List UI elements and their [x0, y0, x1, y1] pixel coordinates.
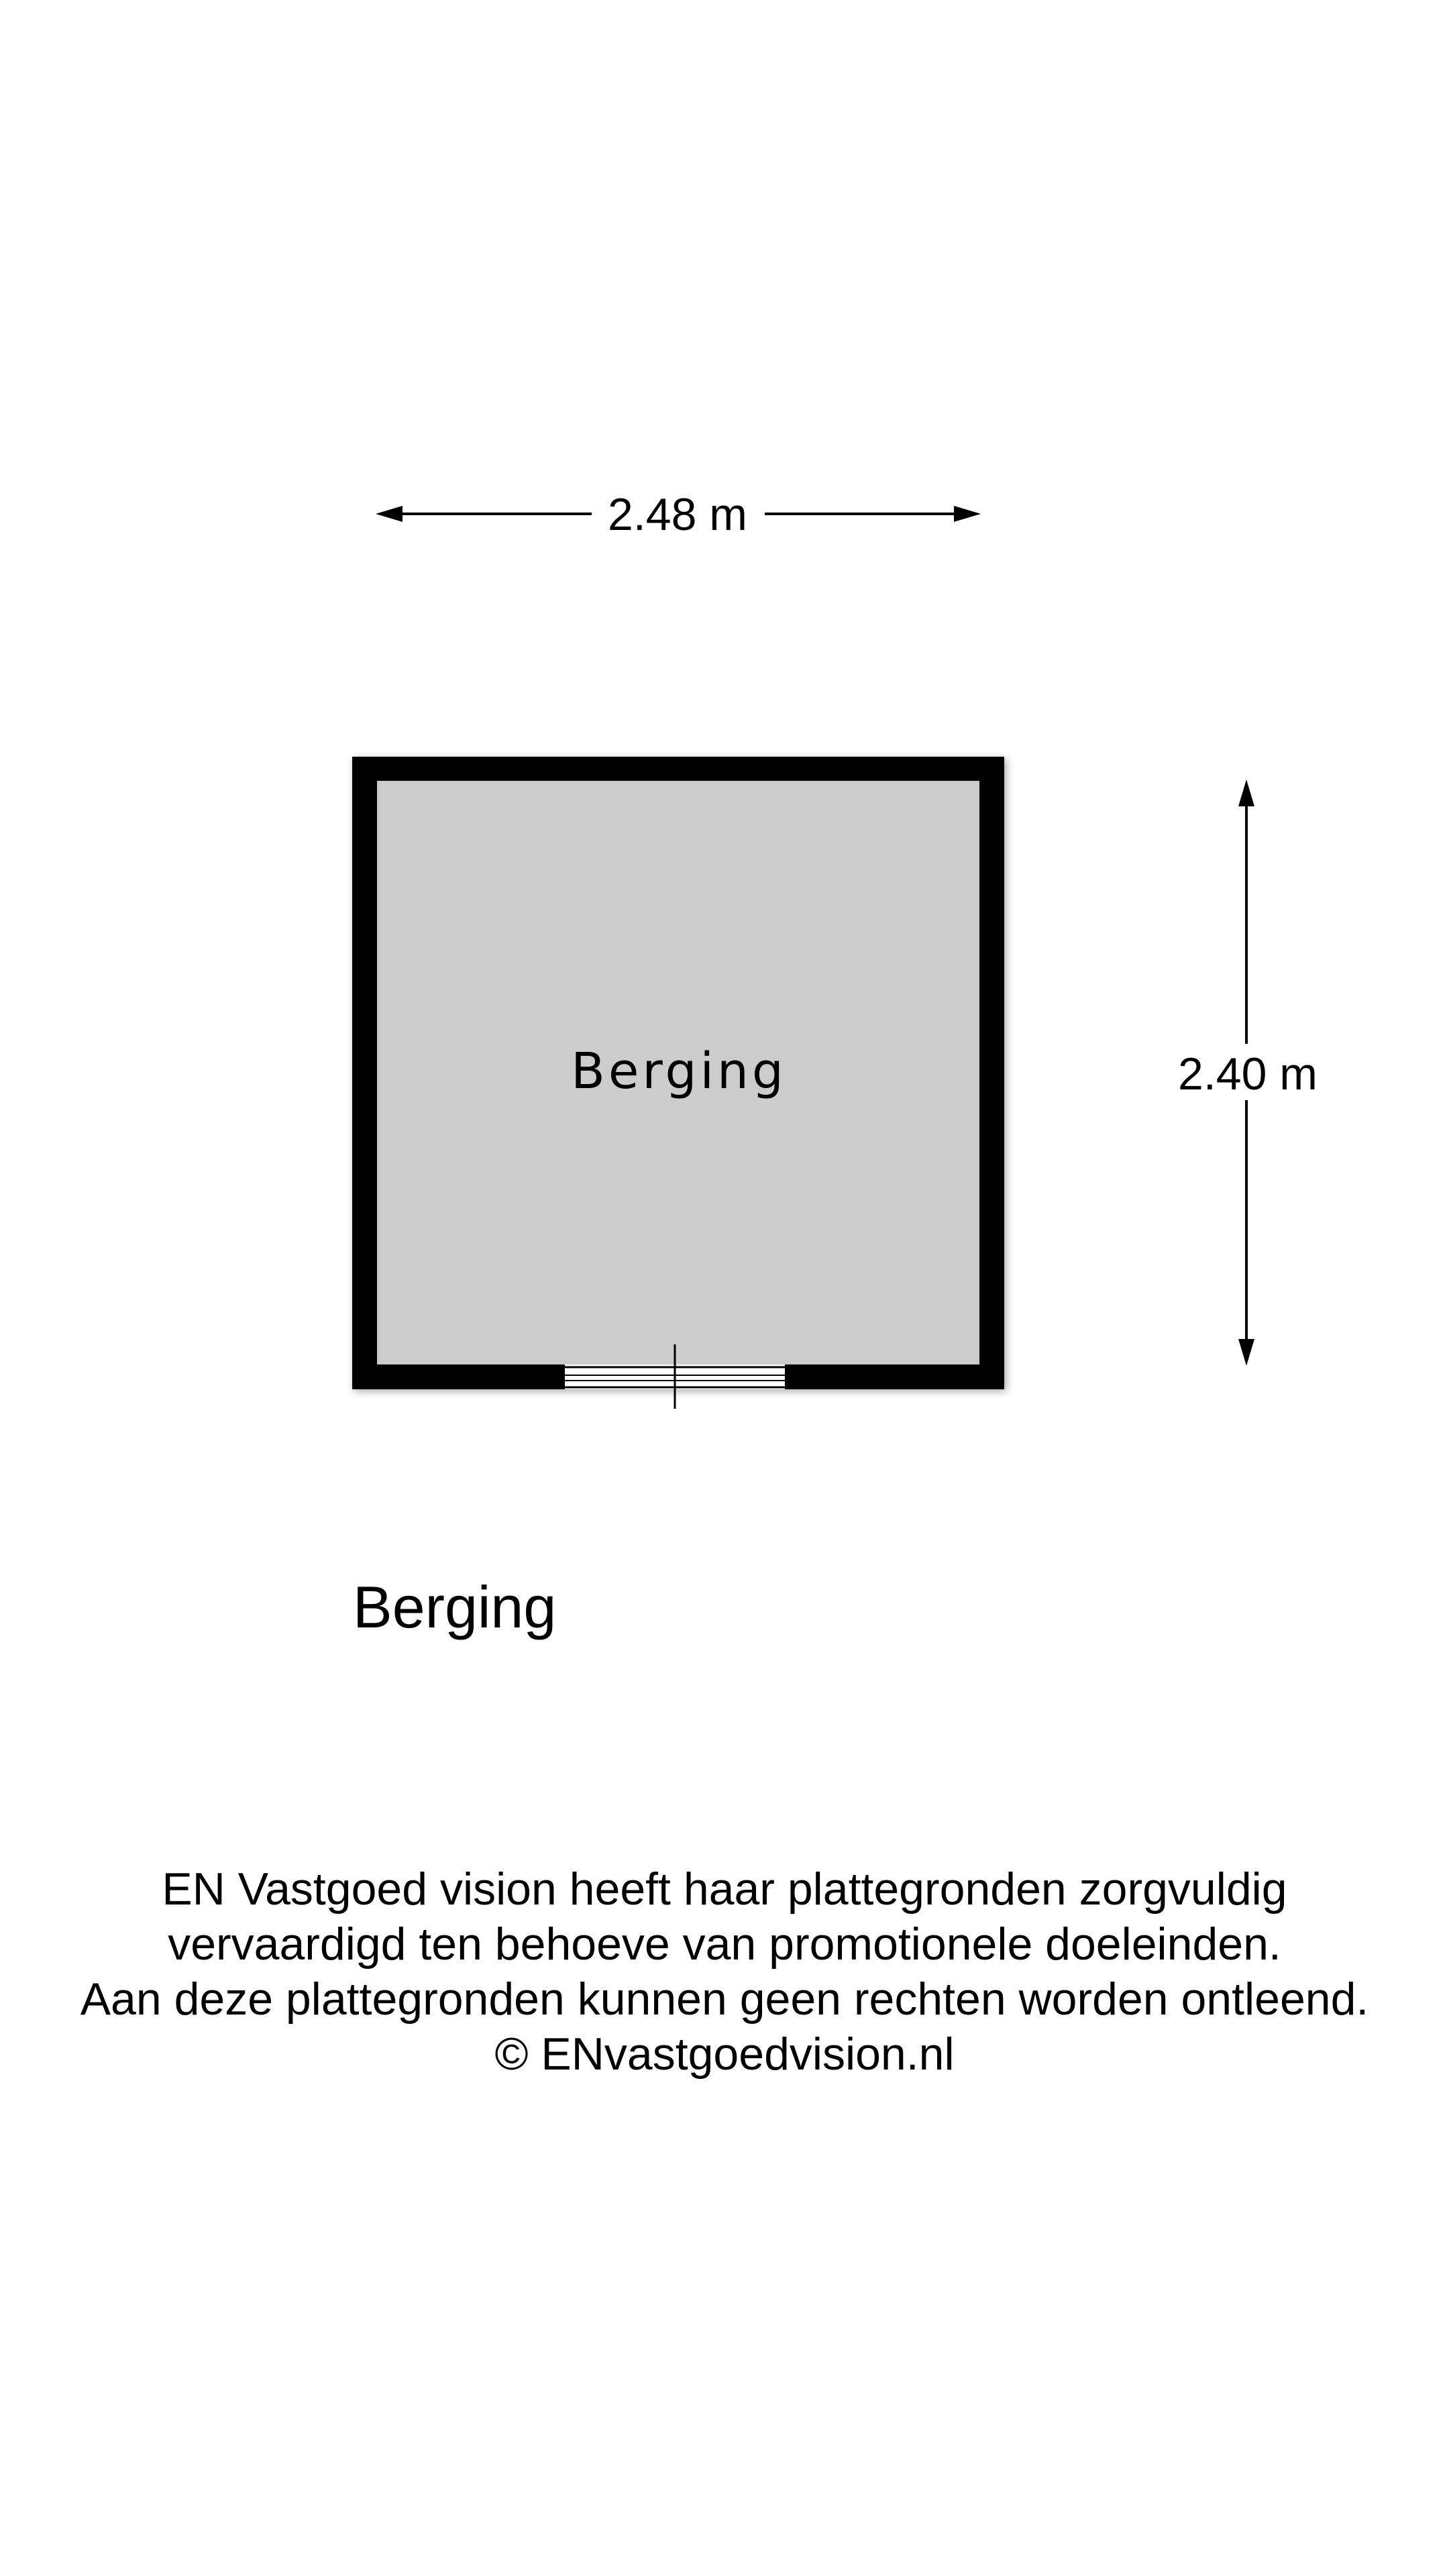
width-dimension [376, 489, 981, 540]
room-label: Berging [571, 1042, 787, 1100]
arrow-left-icon [376, 506, 402, 522]
arrow-down-icon [1238, 1339, 1254, 1366]
floor-title: Berging [353, 1574, 557, 1640]
disclaimer-line-3: Aan deze plattegronden kunnen geen rechten worden ontleend. [80, 1974, 1369, 2025]
height-dimension [1178, 780, 1318, 1366]
arrow-up-icon [1238, 780, 1254, 806]
disclaimer [0, 1862, 1449, 2082]
width-dimension-label: 2.48 m [608, 489, 747, 540]
disclaimer-line-1: EN Vastgoed vision heeft haar plattegronden zorgvuldig [162, 1864, 1287, 1915]
disclaimer-line-2: vervaardigd ten behoeve van promotionele doeleinden. [168, 1919, 1281, 1970]
height-dimension-label: 2.40 m [1178, 1049, 1318, 1099]
arrow-right-icon [954, 506, 981, 522]
disclaimer-line-4: © ENvastgoedvision.nl [494, 2029, 955, 2080]
